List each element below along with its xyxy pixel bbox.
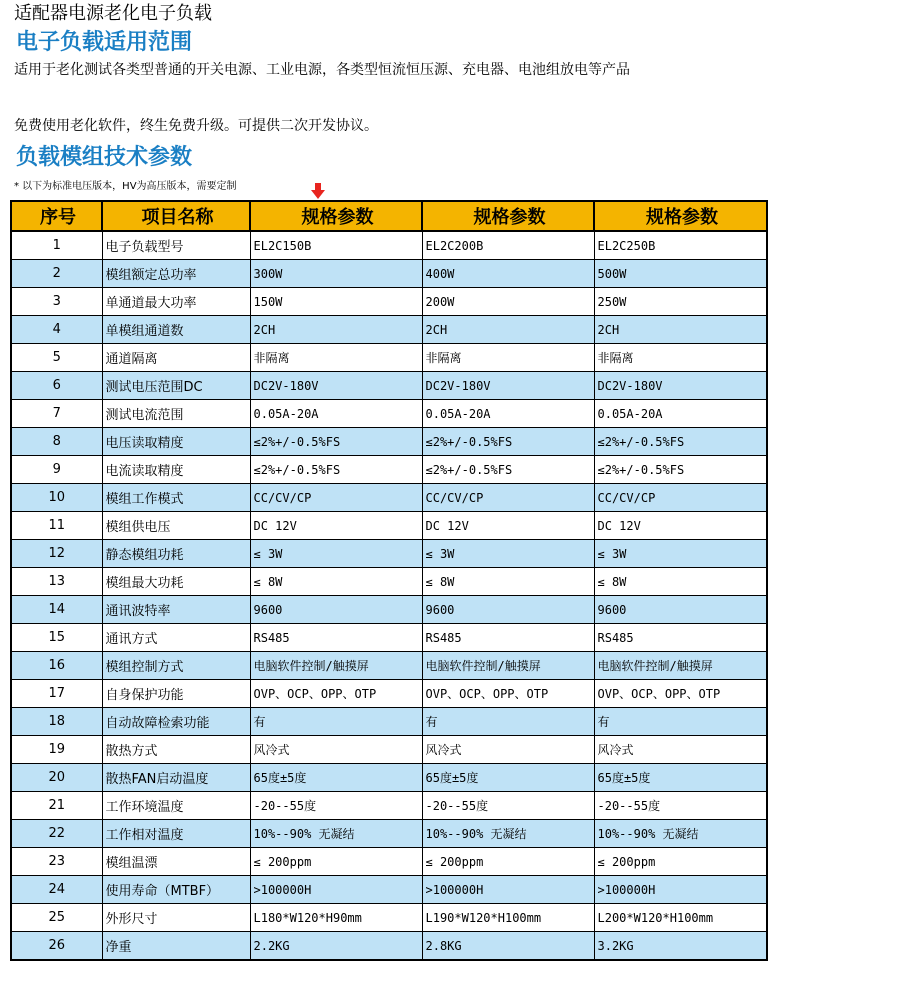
spec-cell-1: 有 bbox=[250, 708, 422, 736]
table-row bbox=[11, 680, 767, 708]
item-name-cell: 使用寿命（MTBF） bbox=[102, 876, 250, 904]
row-number-cell: 12 bbox=[11, 540, 102, 568]
row-number-cell: 11 bbox=[11, 512, 102, 540]
spec-cell-1: DC2V-180V bbox=[250, 372, 422, 400]
table-row bbox=[11, 288, 767, 316]
spec-cell-1: ≤2%+/-0.5%FS bbox=[250, 456, 422, 484]
item-name-cell: 净重 bbox=[102, 932, 250, 961]
table-row bbox=[11, 344, 767, 372]
row-number-cell: 8 bbox=[11, 428, 102, 456]
spec-cell-2: ≤ 8W bbox=[422, 568, 594, 596]
table-row bbox=[11, 792, 767, 820]
spec-cell-1: RS485 bbox=[250, 624, 422, 652]
table-row bbox=[11, 400, 767, 428]
spec-cell-2: ≤ 3W bbox=[422, 540, 594, 568]
column-header-spec-3: 规格参数 bbox=[594, 201, 767, 231]
row-number-cell: 16 bbox=[11, 652, 102, 680]
table-row bbox=[11, 708, 767, 736]
table-row bbox=[11, 512, 767, 540]
table-row bbox=[11, 624, 767, 652]
spec-cell-3: EL2C250B bbox=[594, 231, 767, 260]
spec-cell-3: 250W bbox=[594, 288, 767, 316]
version-note: * 以下为标准电压版本，HV为高压版本，需要定制 bbox=[14, 181, 237, 192]
row-number-cell: 13 bbox=[11, 568, 102, 596]
spec-cell-1: 0.05A-20A bbox=[250, 400, 422, 428]
spec-cell-3: ≤ 3W bbox=[594, 540, 767, 568]
spec-cell-3: RS485 bbox=[594, 624, 767, 652]
spec-cell-3: 0.05A-20A bbox=[594, 400, 767, 428]
item-name-cell: 工作环境温度 bbox=[102, 792, 250, 820]
table-row bbox=[11, 904, 767, 932]
spec-cell-2: RS485 bbox=[422, 624, 594, 652]
item-name-cell: 模组控制方式 bbox=[102, 652, 250, 680]
table-row bbox=[11, 231, 767, 260]
row-number-cell: 26 bbox=[11, 932, 102, 961]
item-name-cell: 通讯方式 bbox=[102, 624, 250, 652]
spec-cell-2: ≤2%+/-0.5%FS bbox=[422, 428, 594, 456]
scope-description: 适用于老化测试各类型普通的开关电源、工业电源，各类型恒流恒压源、充电器、电池组放电等产品 bbox=[14, 62, 630, 78]
spec-cell-3: CC/CV/CP bbox=[594, 484, 767, 512]
spec-cell-2: 非隔离 bbox=[422, 344, 594, 372]
item-name-cell: 外形尺寸 bbox=[102, 904, 250, 932]
column-header-no: 序号 bbox=[11, 201, 102, 231]
spec-cell-1: 非隔离 bbox=[250, 344, 422, 372]
spec-cell-3: 风冷式 bbox=[594, 736, 767, 764]
params-heading: 负载模组技术参数 bbox=[16, 145, 193, 170]
spec-cell-1: ≤2%+/-0.5%FS bbox=[250, 428, 422, 456]
spec-cell-1: DC 12V bbox=[250, 512, 422, 540]
table-row bbox=[11, 652, 767, 680]
item-name-cell: 电子负载型号 bbox=[102, 231, 250, 260]
spec-cell-1: >100000H bbox=[250, 876, 422, 904]
spec-cell-2: EL2C200B bbox=[422, 231, 594, 260]
spec-cell-3: 2CH bbox=[594, 316, 767, 344]
item-name-cell: 单通道最大功率 bbox=[102, 288, 250, 316]
spec-cell-3: 有 bbox=[594, 708, 767, 736]
spec-cell-1: 2CH bbox=[250, 316, 422, 344]
spec-cell-3: 9600 bbox=[594, 596, 767, 624]
item-name-cell: 模组额定总功率 bbox=[102, 260, 250, 288]
spec-cell-3: ≤ 8W bbox=[594, 568, 767, 596]
spec-cell-1: -20--55度 bbox=[250, 792, 422, 820]
row-number-cell: 5 bbox=[11, 344, 102, 372]
item-name-cell: 电压读取精度 bbox=[102, 428, 250, 456]
spec-cell-2: 400W bbox=[422, 260, 594, 288]
spec-cell-1: 10%--90% 无凝结 bbox=[250, 820, 422, 848]
spec-cell-2: 200W bbox=[422, 288, 594, 316]
row-number-cell: 6 bbox=[11, 372, 102, 400]
spec-cell-2: ≤2%+/-0.5%FS bbox=[422, 456, 594, 484]
spec-cell-2: 风冷式 bbox=[422, 736, 594, 764]
spec-cell-2: 有 bbox=[422, 708, 594, 736]
item-name-cell: 通道隔离 bbox=[102, 344, 250, 372]
row-number-cell: 7 bbox=[11, 400, 102, 428]
item-name-cell: 单模组通道数 bbox=[102, 316, 250, 344]
item-name-cell: 自身保护功能 bbox=[102, 680, 250, 708]
spec-cell-2: >100000H bbox=[422, 876, 594, 904]
row-number-cell: 25 bbox=[11, 904, 102, 932]
spec-cell-1: ≤ 8W bbox=[250, 568, 422, 596]
spec-cell-3: DC2V-180V bbox=[594, 372, 767, 400]
table-row bbox=[11, 932, 767, 961]
row-number-cell: 3 bbox=[11, 288, 102, 316]
spec-cell-1: ≤ 3W bbox=[250, 540, 422, 568]
row-number-cell: 9 bbox=[11, 456, 102, 484]
spec-cell-1: 65度±5度 bbox=[250, 764, 422, 792]
spec-cell-2: 0.05A-20A bbox=[422, 400, 594, 428]
spec-cell-2: 65度±5度 bbox=[422, 764, 594, 792]
spec-table bbox=[10, 200, 768, 961]
column-header-item: 项目名称 bbox=[102, 201, 250, 231]
spec-cell-2: L190*W120*H100mm bbox=[422, 904, 594, 932]
spec-cell-1: OVP、OCP、OPP、OTP bbox=[250, 680, 422, 708]
spec-cell-3: ≤2%+/-0.5%FS bbox=[594, 428, 767, 456]
spec-cell-2: 10%--90% 无凝结 bbox=[422, 820, 594, 848]
item-name-cell: 测试电压范围DC bbox=[102, 372, 250, 400]
spec-cell-1: 9600 bbox=[250, 596, 422, 624]
row-number-cell: 15 bbox=[11, 624, 102, 652]
spec-cell-3: L200*W120*H100mm bbox=[594, 904, 767, 932]
spec-cell-1: ≤ 200ppm bbox=[250, 848, 422, 876]
spec-cell-2: -20--55度 bbox=[422, 792, 594, 820]
item-name-cell: 测试电流范围 bbox=[102, 400, 250, 428]
spec-cell-2: 2CH bbox=[422, 316, 594, 344]
item-name-cell: 电流读取精度 bbox=[102, 456, 250, 484]
table-row bbox=[11, 568, 767, 596]
table-row bbox=[11, 736, 767, 764]
page-title: 适配器电源老化电子负载 bbox=[14, 3, 212, 24]
table-row bbox=[11, 484, 767, 512]
spec-cell-3: OVP、OCP、OPP、OTP bbox=[594, 680, 767, 708]
row-number-cell: 4 bbox=[11, 316, 102, 344]
table-row bbox=[11, 820, 767, 848]
spec-cell-3: ≤2%+/-0.5%FS bbox=[594, 456, 767, 484]
spec-cell-2: DC2V-180V bbox=[422, 372, 594, 400]
column-header-spec-1: 规格参数 bbox=[250, 201, 422, 231]
spec-cell-2: ≤ 200ppm bbox=[422, 848, 594, 876]
row-number-cell: 10 bbox=[11, 484, 102, 512]
spec-cell-2: 2.8KG bbox=[422, 932, 594, 961]
row-number-cell: 20 bbox=[11, 764, 102, 792]
table-row bbox=[11, 456, 767, 484]
table-row bbox=[11, 372, 767, 400]
table-row bbox=[11, 316, 767, 344]
spec-cell-2: OVP、OCP、OPP、OTP bbox=[422, 680, 594, 708]
table-row bbox=[11, 876, 767, 904]
row-number-cell: 14 bbox=[11, 596, 102, 624]
item-name-cell: 静态模组功耗 bbox=[102, 540, 250, 568]
item-name-cell: 自动故障检索功能 bbox=[102, 708, 250, 736]
software-note: 免费使用老化软件，终生免费升级。可提供二次开发协议。 bbox=[14, 118, 378, 134]
table-header-row bbox=[11, 201, 767, 231]
spec-cell-3: 3.2KG bbox=[594, 932, 767, 961]
row-number-cell: 23 bbox=[11, 848, 102, 876]
item-name-cell: 散热FAN启动温度 bbox=[102, 764, 250, 792]
column-header-spec-2: 规格参数 bbox=[422, 201, 594, 231]
spec-cell-1: 2.2KG bbox=[250, 932, 422, 961]
table-row bbox=[11, 848, 767, 876]
spec-cell-2: DC 12V bbox=[422, 512, 594, 540]
row-number-cell: 1 bbox=[11, 231, 102, 260]
spec-cell-2: 电脑软件控制/触摸屏 bbox=[422, 652, 594, 680]
scope-heading: 电子负载适用范围 bbox=[16, 30, 193, 55]
row-number-cell: 21 bbox=[11, 792, 102, 820]
table-body bbox=[11, 231, 767, 960]
row-number-cell: 19 bbox=[11, 736, 102, 764]
spec-cell-3: 10%--90% 无凝结 bbox=[594, 820, 767, 848]
item-name-cell: 模组工作模式 bbox=[102, 484, 250, 512]
spec-cell-3: 电脑软件控制/触摸屏 bbox=[594, 652, 767, 680]
spec-cell-2: 9600 bbox=[422, 596, 594, 624]
table-row bbox=[11, 596, 767, 624]
table-row bbox=[11, 764, 767, 792]
item-name-cell: 散热方式 bbox=[102, 736, 250, 764]
row-number-cell: 18 bbox=[11, 708, 102, 736]
spec-cell-1: CC/CV/CP bbox=[250, 484, 422, 512]
spec-cell-3: 非隔离 bbox=[594, 344, 767, 372]
spec-cell-1: 300W bbox=[250, 260, 422, 288]
item-name-cell: 工作相对温度 bbox=[102, 820, 250, 848]
item-name-cell: 模组温漂 bbox=[102, 848, 250, 876]
spec-cell-3: 65度±5度 bbox=[594, 764, 767, 792]
spec-cell-1: L180*W120*H90mm bbox=[250, 904, 422, 932]
table-row bbox=[11, 428, 767, 456]
spec-cell-3: >100000H bbox=[594, 876, 767, 904]
spec-cell-3: ≤ 200ppm bbox=[594, 848, 767, 876]
spec-cell-1: 150W bbox=[250, 288, 422, 316]
table-row bbox=[11, 540, 767, 568]
item-name-cell: 通讯波特率 bbox=[102, 596, 250, 624]
row-number-cell: 17 bbox=[11, 680, 102, 708]
item-name-cell: 模组供电压 bbox=[102, 512, 250, 540]
spec-cell-3: DC 12V bbox=[594, 512, 767, 540]
spec-cell-1: EL2C150B bbox=[250, 231, 422, 260]
row-number-cell: 22 bbox=[11, 820, 102, 848]
table-row bbox=[11, 260, 767, 288]
spec-cell-2: CC/CV/CP bbox=[422, 484, 594, 512]
spec-cell-3: -20--55度 bbox=[594, 792, 767, 820]
row-number-cell: 24 bbox=[11, 876, 102, 904]
spec-cell-1: 风冷式 bbox=[250, 736, 422, 764]
spec-cell-1: 电脑软件控制/触摸屏 bbox=[250, 652, 422, 680]
item-name-cell: 模组最大功耗 bbox=[102, 568, 250, 596]
row-number-cell: 2 bbox=[11, 260, 102, 288]
down-arrow-icon bbox=[311, 183, 325, 199]
spec-cell-3: 500W bbox=[594, 260, 767, 288]
